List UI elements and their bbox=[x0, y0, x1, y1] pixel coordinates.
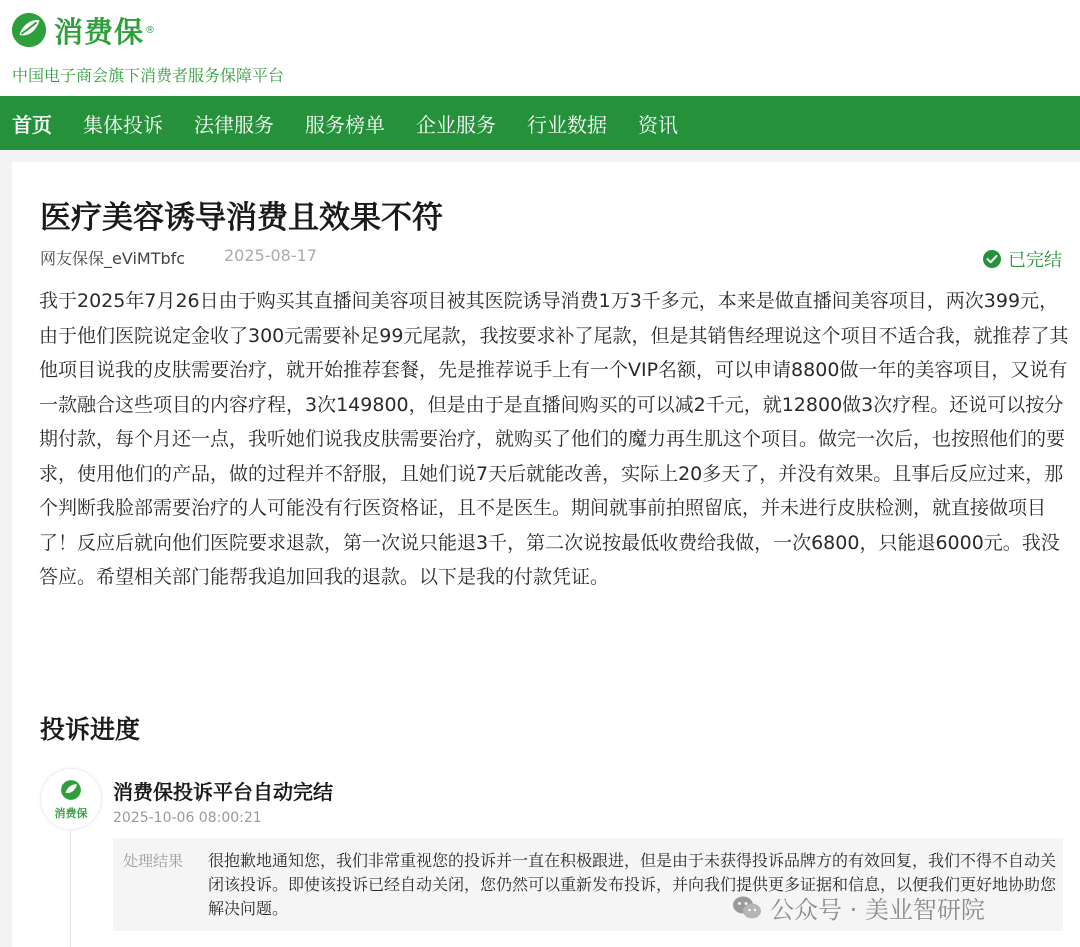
nav-item-industry-data[interactable]: 行业数据 bbox=[527, 112, 607, 137]
avatar bbox=[40, 768, 102, 830]
timeline-line bbox=[70, 822, 71, 947]
result-text: 很抱歉地通知您，我们非常重视您的投诉并一直在积极跟进，但是由于未获得投诉品牌方的有效回复，我们不得不自动关闭该投诉。即使该投诉已经自动关闭，您仍然可以重新发布投诉，并向我们提供更多证据和信息，以便我们更好地协助您解决问题。 bbox=[208, 851, 1057, 918]
avatar-brand-text: 消费保 bbox=[54, 807, 88, 820]
brand-slogan: 中国电子商会旗下消费者服务保障平台 bbox=[12, 66, 285, 85]
complaint-date: 2025-08-17 bbox=[224, 246, 317, 265]
wechat-icon bbox=[732, 895, 762, 921]
nav-item-service-ranking[interactable]: 服务榜单 bbox=[305, 112, 385, 137]
record-time: 2025-10-06 08:00:21 bbox=[113, 810, 262, 826]
complaint-author[interactable]: 网友保保_eViMTbfc bbox=[40, 249, 186, 268]
nav-item-legal-service[interactable]: 法律服务 bbox=[194, 112, 274, 137]
nav-item-group-complaint[interactable]: 集体投诉 bbox=[83, 112, 163, 137]
leaf-logo-icon bbox=[10, 11, 48, 49]
status-badge bbox=[982, 246, 1062, 272]
complaint-card bbox=[12, 162, 1080, 947]
watermark bbox=[732, 890, 985, 925]
record-title: 消费保投诉平台自动完结 bbox=[113, 780, 333, 804]
site-header bbox=[0, 0, 1080, 96]
main-nav bbox=[0, 96, 1080, 150]
nav-item-enterprise-service[interactable]: 企业服务 bbox=[416, 112, 496, 137]
leaf-logo-icon bbox=[60, 779, 82, 801]
progress-section-title: 投诉进度 bbox=[40, 715, 141, 744]
nav-item-home[interactable]: 首页 bbox=[12, 112, 52, 137]
nav-item-news[interactable]: 资讯 bbox=[638, 112, 678, 137]
site-logo[interactable] bbox=[10, 10, 155, 50]
brand-name: 消费保 bbox=[54, 14, 145, 49]
registered-mark: ® bbox=[145, 24, 156, 36]
watermark-text: 公众号 · 美业智研院 bbox=[770, 896, 985, 924]
complaint-body: 我于2025年7月26日由于购买其直播间美容项目被其医院诱导消费1万3千多元，本来是做直播间美容项目，两次399元，由于他们医院说定金收了300元需要补足99元尾款，我按要求补了尾款，但是其销售经理说这个项目不适合我，就推荐了其他项目说我的皮肤需要治疗，就开始推荐套餐，先是推荐说手上有一个VIP名额，可以申请8800做一年的美容项目，又说有一款融合这些项目的内容疗程，3次149800，但是由于是直播间购买的可以减2千元，就12800做3次疗程。还说可以按分期付款，每个月还一点，我听她们说我皮肤需要治疗，就购买了他们的魔力再生肌这个项目。做完一次后，也按照他们的要求，使用他们的产品，做的过程并不舒服，且她们说7天后就能改善，实际上20多天了，并没有效果。且事后反应过来，那个判断我脸部需要治疗的人可能没有行医资格证，且不是医生。期间就事前拍照留底，并未进行皮肤检测，就直接做项目了！反应后就向他们医院要求退款，第一次说只能退3千，第二次说按最低收费给我做，一次6800，只能退6000元。我没答应。希望相关部门能帮我追加回我的退款。以下是我的付款凭证。 bbox=[39, 290, 1069, 588]
status-label: 已完结 bbox=[1008, 250, 1062, 271]
result-label: 处理结果 bbox=[123, 852, 184, 870]
check-circle-icon bbox=[982, 249, 1002, 269]
complaint-title: 医疗美容诱导消费且效果不符 bbox=[40, 200, 443, 236]
